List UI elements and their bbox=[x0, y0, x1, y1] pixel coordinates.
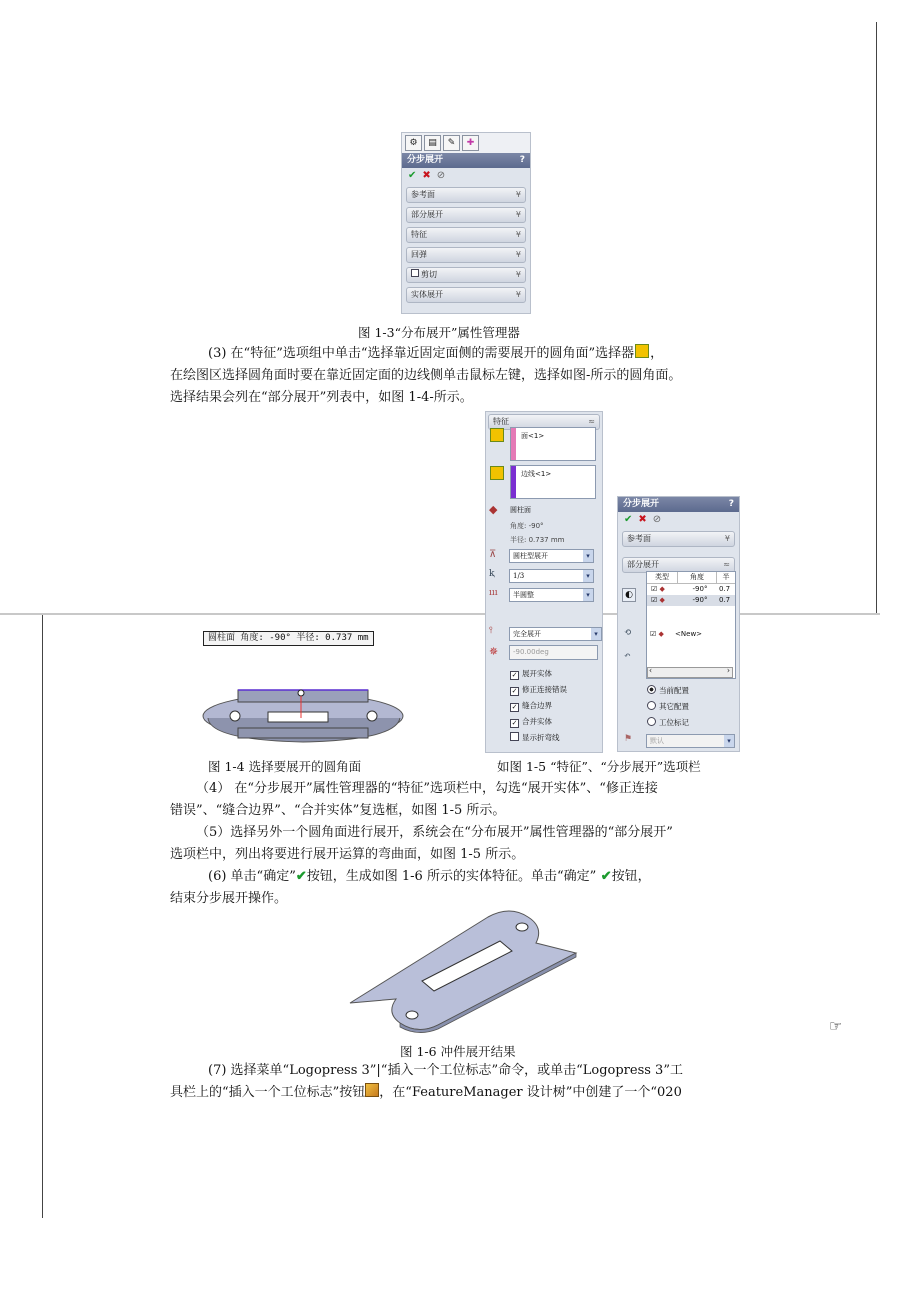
k-factor-icon: ⱪ bbox=[489, 569, 495, 579]
scroll-left-icon[interactable]: ‹ bbox=[649, 666, 653, 675]
edge-selection-box[interactable] bbox=[510, 465, 596, 499]
pin-icon[interactable]: ⊘ bbox=[652, 514, 662, 525]
paragraph-3-line-2: 在绘图区选择圆角面时要在靠近固定面的边线侧单击鼠标左键，选择如图-所示的圆角面。 bbox=[170, 368, 682, 383]
flattened-part-figure bbox=[338, 905, 588, 1035]
chevron-down-icon: ¥ bbox=[515, 190, 521, 199]
face-picker-icon[interactable]: ◐ bbox=[622, 588, 636, 602]
feature-manager-tab[interactable]: ⚙ bbox=[405, 135, 422, 151]
reorder-icon[interactable]: ⟲ bbox=[624, 628, 632, 638]
figure-1-5-caption: 如图 1-5 “特征”、“分步展开”选项栏 bbox=[497, 759, 701, 774]
table-row[interactable]: ☑ ◆ -90° 0.7 bbox=[651, 585, 731, 593]
paragraph-7-line-1: (7) 选择菜单“Logopress 3”|“插入一个工位标志”命令，或单击“Logopress 3”工 bbox=[208, 1063, 683, 1078]
chevron-down-icon: ¥ bbox=[515, 270, 521, 279]
chevron-down-icon: ¥ bbox=[515, 230, 521, 239]
config-icon: ⚑ bbox=[624, 734, 633, 744]
figure-1-6-caption: 图 1-6 冲件展开结果 bbox=[400, 1044, 516, 1059]
face-selector-icon bbox=[635, 344, 649, 358]
paragraph-7-line-2: 具栏上的“插入一个工位标志”按钮 ，在“FeatureManager 设计树”中创建了一个“020 bbox=[170, 1085, 682, 1100]
selection-tooltip: 圆柱面 角度: -90° 半径: 0.737 mm bbox=[203, 631, 374, 646]
ok-check-icon: ✔ bbox=[295, 869, 307, 884]
partial-unfold-list[interactable] bbox=[646, 571, 736, 679]
table-row[interactable]: ☑ ◆ -90° 0.7 bbox=[647, 595, 735, 606]
left-margin-line bbox=[42, 614, 43, 1218]
help-icon[interactable]: ? bbox=[728, 499, 734, 509]
paragraph-3-line-1: (3) 在“特征”选项组中单击“选择靠近固定面侧的需要展开的圆角面”选择器 ， bbox=[208, 346, 664, 361]
panel-title: 分步展开 bbox=[623, 499, 660, 509]
property-manager-tab[interactable]: ▤ bbox=[424, 135, 441, 151]
angle-readout: 角度: -90° bbox=[510, 522, 544, 530]
radio-station-mark[interactable]: 工位标记 bbox=[647, 717, 689, 728]
paragraph-4-line-2: 错误”、“缝合边界”、“合并实体”复选框，如图 1-5 所示。 bbox=[170, 803, 506, 818]
feature-group-header[interactable]: 特征 ≈ bbox=[488, 414, 600, 430]
step-unfold-property-manager bbox=[401, 132, 531, 314]
paragraph-5-line-1: （5）选择另外一个圆角面进行展开，系统会在“分布展开”属性管理器的“部分展开” bbox=[196, 825, 673, 840]
angle-icon: ✵ bbox=[489, 645, 499, 658]
rounding-select[interactable]: 半圆整 ▾ bbox=[509, 588, 594, 602]
paragraph-3-line-3: 选择结果会列在“部分展开”列表中，如图 1-4-所示。 bbox=[170, 390, 473, 405]
configuration-manager-tab[interactable]: ✎ bbox=[443, 135, 460, 151]
list-scrollbar[interactable] bbox=[647, 667, 733, 678]
part-selected-face-figure bbox=[190, 648, 415, 746]
group-springback[interactable]: 回弹 ¥ bbox=[406, 247, 526, 263]
cut-checkbox[interactable] bbox=[411, 269, 419, 277]
paragraph-4-line-1: （4） 在“分步展开”属性管理器的“特征”选项栏中，勾选“展开实体”、“修正连接 bbox=[196, 781, 658, 796]
table-row-new[interactable]: ☑ ◆ <New> bbox=[650, 630, 703, 638]
col-angle: 角度 bbox=[677, 572, 716, 583]
group-partial-unfold[interactable]: 部分展开 ¥ bbox=[406, 207, 526, 223]
radio-other-config[interactable]: 其它配置 bbox=[647, 701, 689, 712]
angle-input[interactable]: -90.00deg bbox=[509, 645, 598, 660]
show-bend-lines-checkbox[interactable]: 显示折弯线 bbox=[510, 732, 560, 743]
chevron-down-icon: ¥ bbox=[515, 210, 521, 219]
group-reference-face[interactable]: 参考面 ¥ bbox=[406, 187, 526, 203]
insert-station-mark-icon bbox=[365, 1083, 379, 1097]
group-features[interactable]: 特征 ¥ bbox=[406, 227, 526, 243]
manager-tabs bbox=[402, 133, 530, 153]
ok-check-icon[interactable]: ✔ bbox=[624, 514, 633, 525]
group-cut[interactable]: 剪切 ¥ bbox=[406, 267, 526, 283]
chevron-up-icon: ≈ bbox=[588, 417, 595, 426]
cylinder-face-label: 圆柱面 bbox=[510, 506, 531, 514]
scroll-right-icon[interactable]: › bbox=[726, 666, 730, 675]
cancel-x-icon[interactable]: ✖ bbox=[638, 514, 647, 525]
unfold-type-icon: ⊼ bbox=[489, 549, 497, 560]
fix-connection-checkbox[interactable]: ✓ 修正连接错误 bbox=[511, 685, 567, 695]
panel-title-bar bbox=[618, 497, 739, 512]
group-partial-unfold[interactable]: 部分展开 ≈ bbox=[622, 557, 735, 573]
edge-list-item[interactable]: 边线<1> bbox=[521, 470, 552, 478]
face-selection-box[interactable] bbox=[510, 427, 596, 461]
cancel-x-icon[interactable]: ✖ bbox=[422, 170, 431, 181]
right-margin-line bbox=[876, 22, 877, 614]
ok-check-icon[interactable]: ✔ bbox=[408, 170, 417, 181]
ok-check-icon: ✔ bbox=[596, 869, 612, 884]
chevron-down-icon: ¥ bbox=[724, 534, 730, 543]
group-reference-face[interactable]: 参考面 ¥ bbox=[622, 531, 735, 547]
stitch-boundary-checkbox[interactable]: ✓ 缝合边界 bbox=[511, 701, 552, 711]
edge-selector-icon[interactable] bbox=[490, 466, 504, 480]
panel-title-bar bbox=[402, 153, 530, 168]
paragraph-5-line-2: 选项栏中，列出将要进行展开运算的弯曲面，如图 1-5 所示。 bbox=[170, 847, 525, 862]
undo-icon[interactable]: ↶ bbox=[624, 651, 631, 660]
panel-actions bbox=[618, 512, 739, 527]
pin-icon[interactable]: ⊘ bbox=[436, 170, 446, 181]
col-type: 类型 bbox=[655, 573, 669, 581]
unfold-type-select[interactable]: 圆柱型展开 ▾ bbox=[509, 549, 594, 563]
panel-title: 分步展开 bbox=[407, 155, 444, 165]
figure-1-3-caption: 图 1-3“分布展开”属性管理器 bbox=[358, 325, 520, 340]
cylinder-face-icon: ◆ bbox=[489, 503, 498, 516]
panel-actions bbox=[402, 168, 530, 183]
chevron-down-icon: ¥ bbox=[515, 250, 521, 259]
unfold-mode-select[interactable]: 完全展开 ▾ bbox=[509, 627, 602, 641]
figure-1-4-caption: 图 1-4 选择要展开的圆角面 bbox=[208, 759, 362, 774]
dimxpert-tab[interactable]: ✚ bbox=[462, 135, 479, 151]
page-seam bbox=[0, 613, 880, 615]
rounding-icon: ııı bbox=[489, 588, 498, 598]
face-list-item[interactable]: 面<1> bbox=[521, 432, 545, 440]
k-factor-select[interactable]: 1/3 ▾ bbox=[509, 569, 594, 583]
paragraph-6-line-1: (6) 单击“确定”✔按钮，生成如图 1-6 所示的实体特征。单击“确定” ✔按钮， bbox=[208, 869, 651, 884]
unfold-mode-icon: ⫯ bbox=[489, 626, 493, 636]
paragraph-6-line-2: 结束分步展开操作。 bbox=[170, 891, 288, 906]
hand-pointer-icon: ☞ bbox=[829, 1017, 843, 1035]
unfold-solid-checkbox[interactable]: ✓ 展开实体 bbox=[511, 669, 552, 679]
chevron-up-icon: ≈ bbox=[723, 560, 730, 569]
merge-solid-checkbox[interactable]: ✓ 合并实体 bbox=[511, 717, 552, 727]
group-solid-unfold[interactable]: 实体展开 ¥ bbox=[406, 287, 526, 303]
radius-readout: 半径: 0.737 mm bbox=[510, 536, 565, 544]
radio-current-config[interactable]: 当前配置 bbox=[647, 685, 689, 696]
col-radius: 半 bbox=[716, 572, 735, 583]
chevron-down-icon: ¥ bbox=[515, 290, 521, 299]
face-selector-icon[interactable] bbox=[490, 428, 504, 442]
config-select[interactable]: 默认 ▾ bbox=[646, 734, 735, 748]
help-icon[interactable]: ? bbox=[519, 155, 525, 165]
